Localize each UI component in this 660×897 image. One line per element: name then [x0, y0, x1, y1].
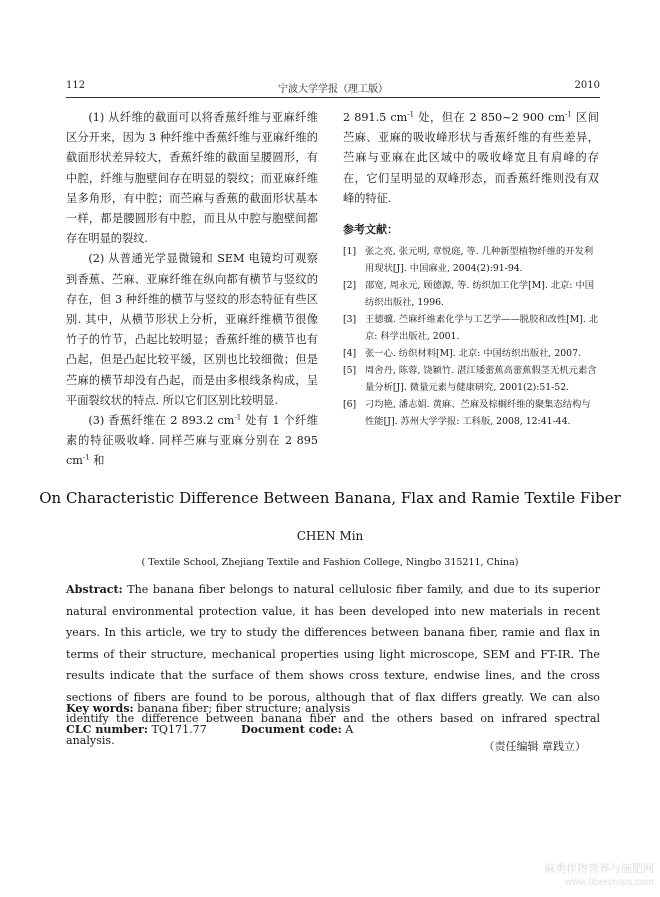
reference-text: 张一心. 纺织材料[M]. 北京: 中国纺织出版社, 2007.: [365, 348, 581, 360]
page-number: 112: [66, 80, 86, 91]
reference-item: [343, 396, 599, 430]
text-fragment: 和: [89, 454, 105, 468]
reference-item: [343, 311, 599, 345]
conclusion-paragraph-2: (2) 从普通光学显微镜和 SEM 电镜均可观察到香蕉、苎麻、亚麻纤维在纵向都有横节与竖纹的存在，但 3 种纤维的横节与竖纹的形态特征有些区别. 其中，从横节形状上分析，亚麻纤维横节很像竹子的竹节，凸起比较明显；香蕉纤维的横节也有凸起，但是凸起比较平缓，区别也比较细微；但是苎麻的横节却没有凸起，而是由多根线条构成，呈平面裂纹状的特点. 所以它们区别比较明显.: [66, 252, 318, 407]
watermark: [544, 862, 654, 890]
reference-item: [343, 277, 599, 311]
reference-text: 邵宽, 周永元, 顾德源, 等. 纺织加工化学[M]. 北京: 中国纺织出版社, 1996.: [365, 280, 595, 309]
left-column: [66, 108, 318, 472]
author-name: CHEN Min: [296, 529, 364, 543]
abstract-label: Abstract:: [66, 583, 123, 596]
text-fragment: (3) 香蕉纤维在 2 893.2 cm: [88, 414, 235, 428]
text-fragment: 区间苎麻、亚麻的吸收峰形状与香蕉纤维的有些差异，苎麻与亚麻在此区域中的吸收峰宽且有肩峰的存在，它们呈明显的双峰形态，而香蕉纤维则没有双峰的特征.: [343, 111, 599, 205]
superscript: -1: [82, 453, 90, 462]
conclusion-paragraph-3: [66, 411, 318, 472]
reference-number: [6]: [343, 399, 357, 411]
watermark-line-1: 麻类作物营养与施肥网: [544, 862, 654, 875]
responsible-editor: （责任编辑 章践立）: [483, 740, 586, 753]
continued-paragraph: [343, 108, 599, 209]
superscript: -1: [565, 110, 572, 119]
year: 2010: [574, 80, 600, 91]
english-title: On Characteristic Difference Between Banana, Flax and Ramie Textile Fiber: [39, 489, 621, 507]
journal-title: 宁波大学学报（理工版）: [278, 84, 388, 95]
reference-text: 刁均艳, 潘志娟. 黄麻、苎麻及棕榈纤维的聚集态结构与性能[J]. 苏州大学学报: 工科版, 2008, 12:41-44.: [365, 399, 591, 428]
reference-item: [343, 243, 599, 277]
doc-code-label: Document code:: [241, 723, 342, 736]
abstract-text: The banana fiber belongs to natural cellulosic fiber family, and due to its superior natural environmental protection value, it has been developed into new materials in recent years. In this article, we try to study the differences between banana fiber, ramie and flax in terms of their structure, mechanical properties using light microscope, SEM and FT-IR. The results indicate that the surface of them shows cross texture, endwise lines, and the cross sections of fibers are found to be porous, although that of flax differs greatly. We can also identify the difference between banana fiber and the others based on infrared spectral analysis.: [66, 583, 600, 747]
reference-item: [343, 362, 599, 396]
author-affiliation: ( Textile School, Zhejiang Textile and Fashion College, Ningbo 315211, China): [141, 557, 519, 568]
superscript: -1: [234, 413, 242, 422]
reference-number: [3]: [343, 314, 357, 326]
doc-code-value: A: [341, 723, 354, 736]
classification-line: [66, 721, 600, 739]
document-code: [241, 721, 353, 739]
reference-item: [343, 345, 599, 362]
keywords-label: Key words:: [66, 702, 134, 715]
clc-label: CLC number:: [66, 723, 148, 736]
reference-text: 王德骥. 苎麻纤维素化学与工艺学——脱胶和改性[M]. 北京: 科学出版社, 2001.: [365, 314, 599, 343]
reference-list: [343, 243, 599, 430]
text-fragment: 处，但在 2 850~2 900 cm: [414, 111, 566, 124]
reference-number: [4]: [343, 348, 357, 360]
keywords: [66, 700, 600, 718]
reference-text: 周舍丹, 陈蓉, 饶颖竹. 湛江矮蕾蕉高蕾蕉假茎无机元素含量分析[J]. 微量元素与健康研究, 2001(2):51-52.: [365, 365, 597, 394]
text-fragment: 处有 1 个纤维素的特征吸收峰. 同样苎麻与亚麻分别在 2 895 cm: [66, 414, 318, 468]
reference-number: [1]: [343, 246, 357, 258]
keywords-text: banana fiber; fiber structure; analysis: [133, 702, 351, 715]
right-column: [343, 108, 599, 430]
header-rule: [66, 97, 600, 98]
clc-value: TQ171.77: [147, 723, 207, 736]
conclusion-paragraph-1: (1) 从纤维的截面可以将香蕉纤维与亚麻纤维区分开来，因为 3 种纤维中香蕉纤维与亚麻纤维的截面形状差异较大，香蕉纤维的截面呈腰圆形，有中腔，纤维与胞壁间存在明显的裂纹；而亚麻纤维呈多角形，有中腔；而苎麻与香蕉的截面形状基本一样，都是腰圆形有中腔，而且从中腔与胞壁间都存在明显的裂纹.: [66, 111, 318, 246]
references-heading: 参考文献：: [343, 223, 398, 237]
reference-number: [5]: [343, 365, 357, 377]
superscript: -1: [407, 110, 415, 119]
watermark-line-2: www.fibercrops.com: [564, 877, 654, 888]
running-header: [66, 80, 600, 96]
reference-text: 张之亮, 张元明, 章悦庭, 等. 几种新型植物纤维的开发利用现状[J]. 中国麻业, 2004(2):91-94.: [365, 246, 594, 275]
text-fragment: 2 891.5 cm: [343, 111, 408, 124]
reference-number: [2]: [343, 280, 357, 292]
